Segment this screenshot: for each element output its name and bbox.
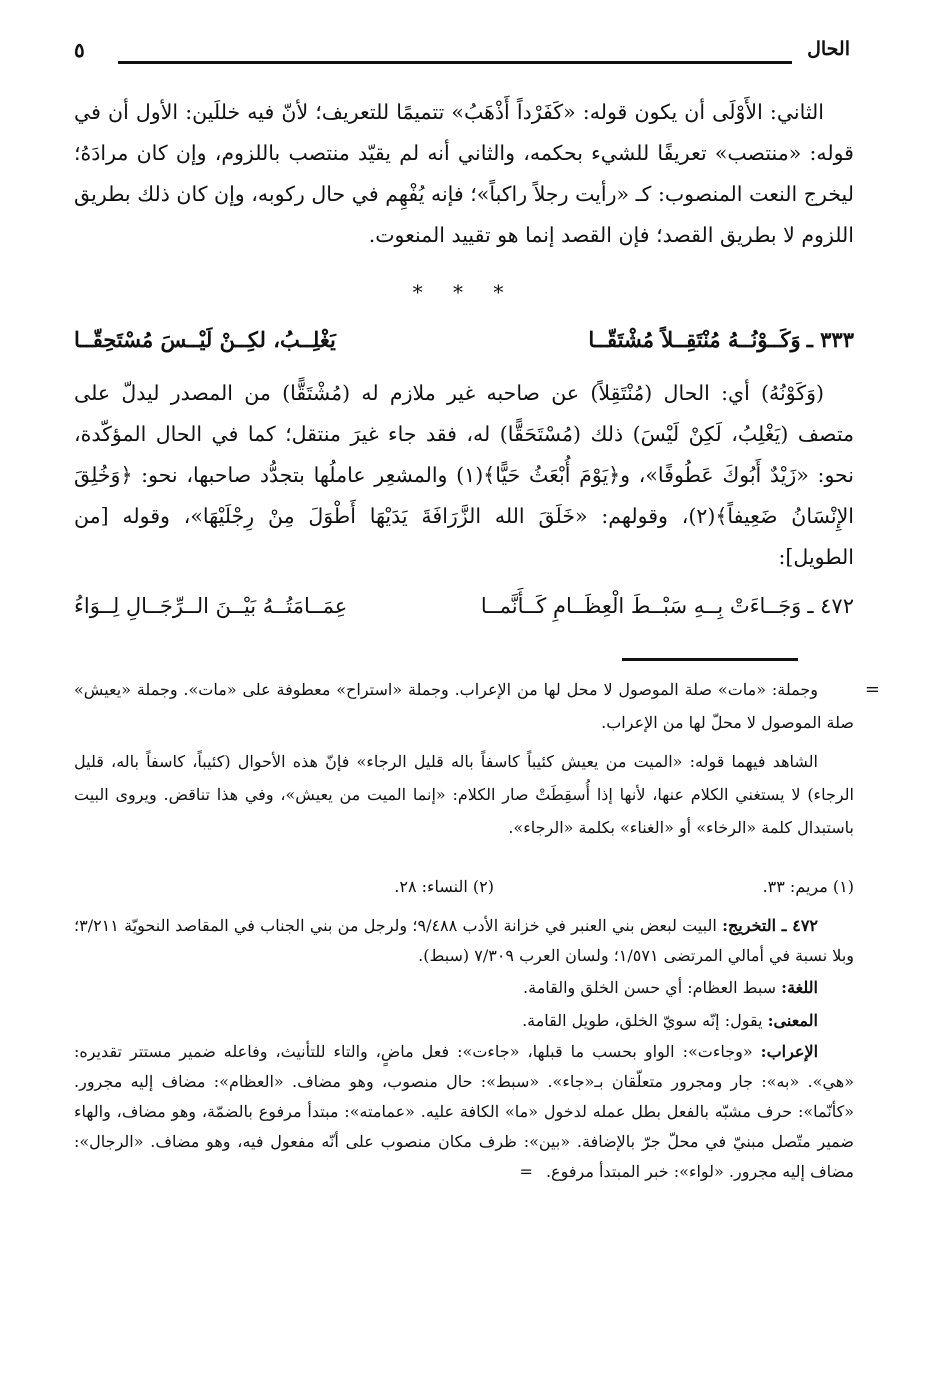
verse-333 [74, 319, 854, 365]
takhrij-text: البيت لبعض بني العنبر في خزانة الأدب ٩/٤٨٨؛ ولرجل من بني الجناب في المقاصد النحويّة ٣/٢١١؛ وبلا نسبة في أمالي المرتضى ١/٥٧١؛ ولسان العرب ٧/٣٠٩ (سبط). [74, 916, 854, 965]
footnotes-area [74, 673, 880, 1187]
verse-hemistich-first: وَكَــوْنُــهُ مُنْتَقِــلاً مُشْتَقّــا [588, 327, 801, 352]
takhrij-label: ٤٧٢ ـ التخريج: [722, 916, 818, 935]
lugha-text: سبط العظام: أي حسن الخلق والقامة. [523, 978, 777, 997]
continuation-mark: = [864, 679, 880, 700]
running-header [74, 30, 854, 70]
page-number: ٥ [74, 38, 85, 62]
maana-label: المعنى: [767, 1011, 818, 1030]
footnote-1: (١) مريم: ٣٣. [762, 877, 854, 896]
footnote-2: (٢) النساء: ٢٨. [394, 877, 494, 896]
takhrij-section [74, 911, 854, 971]
verse-hemistich-first: وَجَــاءَتْ بِــهِ سَبْــطَ الْعِظَــامِ كَــأَنَّمــا [480, 594, 802, 618]
verse-hemistich-second: يَغْلِــبُ، لكِــنْ لَيْــسَ مُسْتَحِقّــا [74, 327, 336, 352]
note-continued: وجملة: «مات» صلة الموصول لا محل لها من الإعراب. وجملة «استراح» معطوفة على «مات». وجملة «يعيش» صلة الموصول لا محلّ لها من الإعراب. [74, 680, 854, 732]
end-continuation-mark: = [519, 1162, 533, 1181]
verse-number: ٤٧٢ ـ [807, 594, 854, 618]
note-shahid: الشاهد فيهما قوله: «الميت من يعيش كئيباً كاسفاً باله قليل الرجاء» فإنّ هذه الأحوال (كئيباً، كاسفاً باله، قليل الرجاء) لا يستغني الكلام عنها، لأنها إذا أُسقِطَتْ صار الكلام: «إنما الميت من يعيش»، وفي هذا تناقض. ويروى البيت باستبدال كلمة «الرخاء» أو «الغناء» بكلمة «الرجاء». [74, 752, 854, 837]
maana-section [74, 1004, 854, 1037]
paragraph-commentary-1: الثاني: الأَوْلَى أن يكون قوله: «كَفَرْداً أَذْهَبُ» تتميمًا للتعريف؛ لأنّ فيه خللَين: الأول أن في قوله: «منتصب» تعريفًا للشيء بحكمه، والثاني أنه لم يقيّد منتصب باللزوم، وإن كان مرادَهُ؛ ليخرج النعت المنصوب: كـ «رأيت رجلاً راكباً»؛ فإنه يُفْهِم في حال ركوبه، وإن كان ذلك بطريق اللزوم لا بطريق القصد؛ فإن القصد إنما هو تقييد المنعوت. [74, 100, 854, 247]
chapter-title: الحال [807, 38, 850, 60]
lugha-section [74, 971, 854, 1004]
verse-472 [74, 586, 854, 632]
page [73, 30, 880, 1187]
header-rule [118, 61, 792, 64]
lugha-label: اللغة: [781, 978, 818, 997]
irab-label: الإعراب: [760, 1042, 819, 1061]
paragraph-commentary-2: (وَكَوْنُهُ) أي: الحال (مُنْتَقِلاً) عن صاحبه غير ملازم له (مُشْتَقًّا) من المصدر ليدلّ على متصف (يَغْلِبُ، لَكِنْ لَيْسَ) ذلك (مُسْتَحَقًّا) له، فقد جاء غيرَ منتقل؛ كما في الحال المؤكّدة، نحو: «زَيْدٌ أَبُوكَ عَطُوفًا»، و﴿يَوْمَ أُبْعَثُ حَيًّا﴾(١) والمشعِر عاملُها بتجدُّد صاحبها، نحو: ﴿وَخُلِقَ الإِنْسَانُ ضَعِيفاً﴾(٢)، وقولهم: «خَلَقَ الله الزَّرَافَةَ يَدَيْهَا أَطْوَلَ مِنْ رِجْلَيْهَا»، وقوله [من الطويل]: [74, 381, 854, 569]
irab-text: «وجاءت»: الواو بحسب ما قبلها، «جاءت»: فعل ماضٍ، والتاء للتأنيث، وفاعله ضمير مستتر تقديره: «هي». «به»: جار ومجرور متعلّقان بـ«جاء». «سبط»: حال منصوب، وهو مضاف. «العظام»: مضاف إليه مجرور. «كأنّما»: حرف مشبّه بالفعل بطل عمله لدخول «ما» الكافة عليه. «عمامته»: مبتدأ مرفوع بالضمّة، وهو مضاف، والهاء ضمير متّصل مبنيّ في محلّ جرّ بالإضافة. «بين»: ظرف مكان منصوب على أنّه مفعول فيه، وهو مضاف. «الرجال»: مضاف إليه مجرور. «لواء»: خبر المبتدأ مرفوع. [74, 1042, 855, 1181]
footnotes-row [74, 870, 854, 903]
verse-hemistich-second: عِمَــامَتُــهُ بَيْــنَ الــرِّجَــالِ لِــوَاءُ [73, 594, 348, 618]
verse-number: ٣٣٣ ـ [806, 327, 854, 352]
footnote-separator [622, 658, 798, 661]
main-text [74, 92, 854, 632]
irab-section [74, 1037, 854, 1187]
maana-text: يقول: إنّه سويّ الخلق، طويل القامة. [522, 1011, 763, 1030]
section-divider-stars: * * * [412, 280, 516, 304]
